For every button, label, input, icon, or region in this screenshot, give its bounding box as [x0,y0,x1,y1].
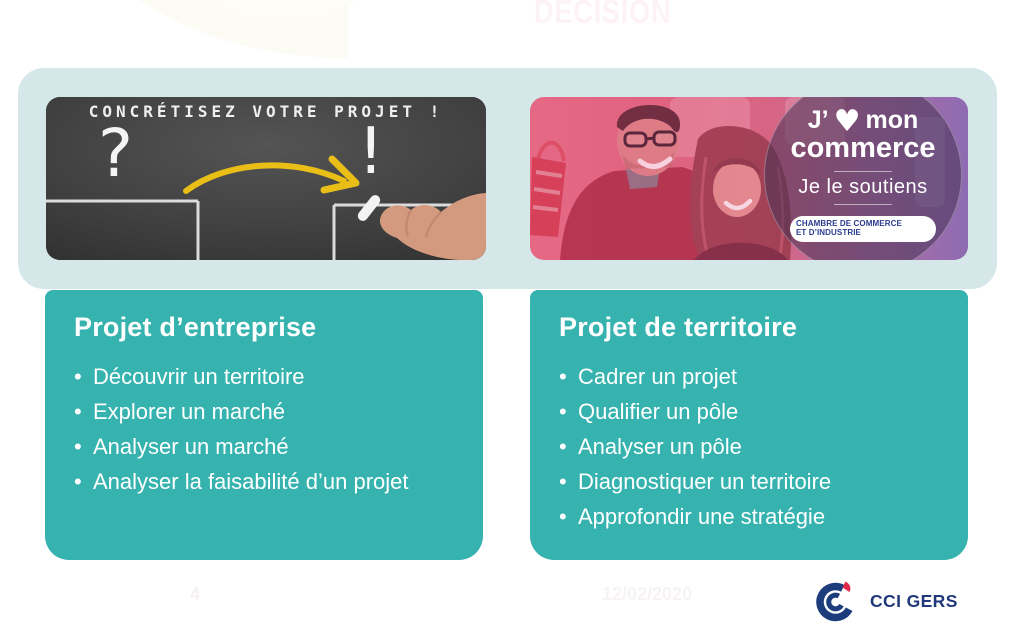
badge-line2: commerce [790,132,936,164]
badge-org-line1: CHAMBRE DE COMMERCE [796,218,902,228]
list-item: • Explorer un marché [74,394,426,429]
list-item: • Qualifier un pôle [559,394,911,429]
card-bullet-list [559,359,911,534]
question-mark-glyph: ? [98,115,134,192]
chalkboard-caption: CONCRÉTISEZ VOTRE PROJET ! [88,102,444,121]
cci-gers-label: CCI GERS [870,590,958,611]
list-item: • Découvrir un territoire [74,359,426,394]
slide-date: 12/02/2020 [602,584,693,604]
chalkboard-image [46,97,486,260]
badge-divider-bottom [834,204,892,205]
list-item: • Analyser un marché [74,429,426,464]
badge-line1 [807,104,919,139]
badge-org-line2: ET D’INDUSTRIE [796,227,861,237]
card-title: Projet de territoire [559,312,798,342]
badge-divider-top [834,171,892,172]
cci-gers-logo [815,578,958,624]
commerce-photo-image [530,97,968,260]
list-item: • Cadrer un projet [559,359,911,394]
jaime-mon-commerce-badge [764,97,962,260]
cci-icon [815,578,861,624]
list-item: • Analyser un pôle [559,429,911,464]
badge-suffix: mon [865,106,919,134]
list-item: • Diagnostiquer un territoire [559,464,911,499]
card-projet-entreprise [45,290,483,560]
card-title: Projet d’entreprise [74,312,317,342]
exclamation-mark-glyph: ! [358,115,384,189]
heart-icon: ♥ [833,104,861,139]
card-bullet-list [74,359,426,499]
list-item: • Approfondir une stratégie [559,499,911,534]
card-projet-territoire [530,290,968,560]
cci-pill [790,216,936,242]
list-item: • Analyser la faisabilité d’un projet [74,464,426,499]
badge-org-text [796,220,902,238]
badge-tagline: Je le soutiens [798,175,928,198]
ghost-header-title: DECISION [534,0,672,30]
slide-page-number: 4 [190,584,201,604]
badge-prefix: J’ [807,106,829,134]
